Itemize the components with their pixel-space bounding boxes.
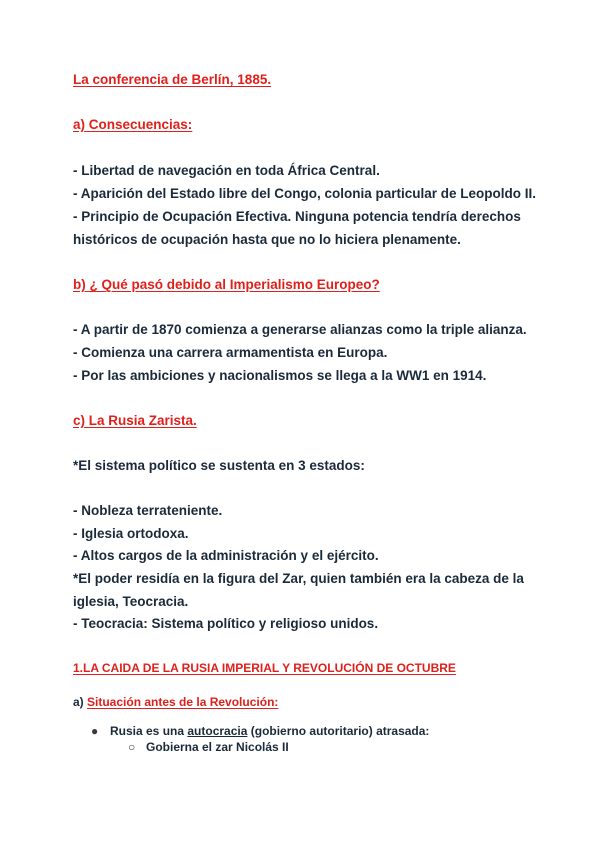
section-a-heading: a) Consecuencias: bbox=[73, 117, 193, 132]
subheading-text: Situación antes de la Revolución: bbox=[87, 695, 279, 709]
section-c-line: - Nobleza terrateniente. bbox=[73, 503, 223, 518]
section-c-line: - Iglesia ortodoxa. bbox=[73, 526, 189, 541]
section-c-line: - Altos cargos de la administración y el ejército. bbox=[73, 548, 379, 563]
section-b-heading: b) ¿ Qué pasó debido al Imperialismo Europeo? bbox=[73, 277, 380, 292]
section-a-line: - Principio de Ocupación Efectiva. Ninguna potencia tendría derechos bbox=[73, 209, 521, 224]
section-c-line: *El poder residía en la figura del Zar, quien también era la cabeza de la bbox=[73, 571, 524, 586]
bullet-text-before: Rusia es una bbox=[110, 724, 188, 738]
bullet-icon: ● bbox=[91, 724, 99, 738]
section-c-line: iglesia, Teocracia. bbox=[73, 594, 189, 609]
section-c-heading: c) La Rusia Zarista. bbox=[73, 413, 197, 428]
autocracia-link[interactable]: autocracia bbox=[187, 724, 248, 738]
section-b-line: - Comienza una carrera armamentista en Europa. bbox=[73, 345, 388, 360]
section-b-line: - A partir de 1870 comienza a generarse alianzas como la triple alianza. bbox=[73, 322, 527, 337]
sub-bullet-icon: ○ bbox=[128, 740, 136, 754]
sub-bullet-item: Gobierna el zar Nicolás II bbox=[146, 740, 289, 754]
section-c-line: - Teocracia: Sistema político y religioso unidos. bbox=[73, 616, 379, 631]
section-1-subheading bbox=[73, 693, 278, 711]
bullet-text-after: (gobierno autoritario) atrasada: bbox=[247, 724, 430, 738]
section-c-intro: *El sistema político se sustenta en 3 estados: bbox=[73, 458, 365, 473]
section-a-line: - Libertad de navegación en toda África Central. bbox=[73, 163, 380, 178]
section-b-line: - Por las ambiciones y nacionalismos se llega a la WW1 en 1914. bbox=[73, 368, 487, 383]
subheading-prefix: a) bbox=[73, 695, 88, 709]
bullet-item bbox=[110, 724, 429, 738]
document-title: La conferencia de Berlín, 1885. bbox=[73, 72, 272, 87]
section-a-line: - Aparición del Estado libre del Congo, colonia particular de Leopoldo II. bbox=[73, 186, 537, 201]
section-1-heading: 1.LA CAIDA DE LA RUSIA IMPERIAL Y REVOLUCIÓN DE OCTUBRE bbox=[73, 661, 456, 675]
section-a-line: históricos de ocupación hasta que no lo hiciera plenamente. bbox=[73, 232, 461, 247]
